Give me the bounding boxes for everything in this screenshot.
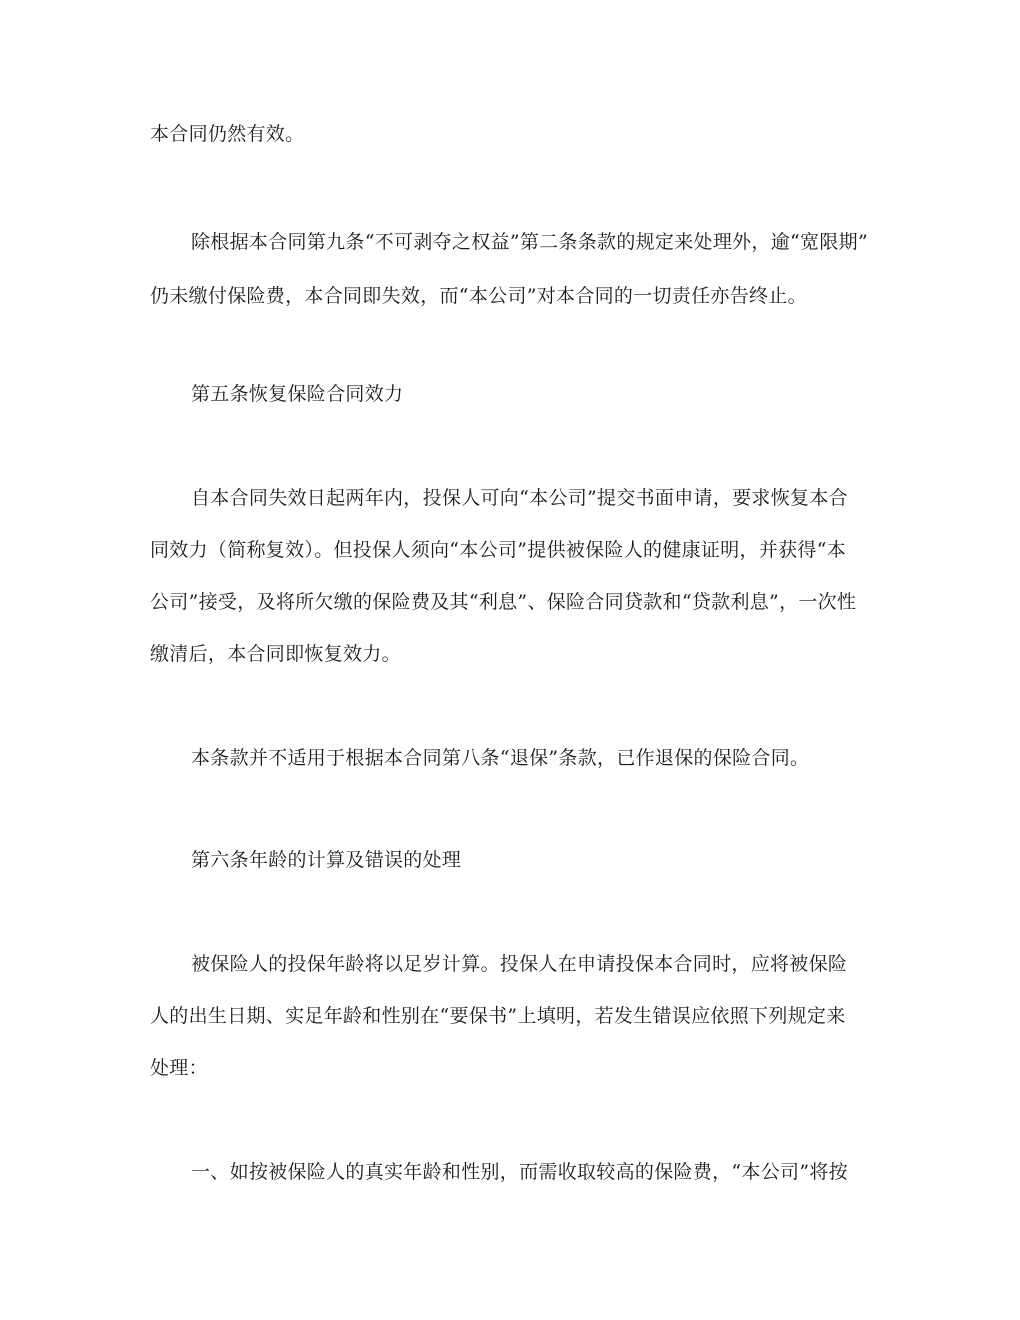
section-heading: 第六条年龄的计算及错误的处理 bbox=[191, 849, 462, 871]
text-line: 本合同仍然有效。 bbox=[150, 123, 305, 145]
text-line: 同效力（简称复效）。但投保人须向“本公司”提供被保险人的健康证明，并获得“本 bbox=[150, 539, 847, 561]
text-line: 缴清后，本合同即恢复效力。 bbox=[150, 643, 401, 665]
text-line: 一、如按被保险人的真实年龄和性别，而需收取较高的保险费，“本公司”将按 bbox=[191, 1161, 848, 1183]
section-heading: 第五条恢复保险合同效力 bbox=[191, 383, 404, 405]
text-line: 处理： bbox=[150, 1057, 208, 1079]
text-line: 仍未缴付保险费，本合同即失效，而“本公司”对本合同的一切责任亦告终止。 bbox=[150, 285, 807, 307]
text-line: 公司”接受，及将所欠缴的保险费及其“利息”、保险合同贷款和“贷款利息”，一次性 bbox=[150, 591, 857, 613]
text-line: 被保险人的投保年龄将以足岁计算。投保人在申请投保本合同时，应将被保险 bbox=[191, 953, 848, 975]
text-line: 人的出生日期、实足年龄和性别在“要保书”上填明，若发生错误应依照下列规定来 bbox=[150, 1005, 846, 1027]
text-line: 自本合同失效日起两年内，投保人可向“本公司”提交书面申请，要求恢复本合 bbox=[191, 487, 848, 509]
text-line: 除根据本合同第九条“不可剥夺之权益”第二条条款的规定来处理外，逾“宽限期” bbox=[191, 231, 868, 253]
text-line: 本条款并不适用于根据本合同第八条“退保”条款，已作退保的保险合同。 bbox=[191, 747, 810, 769]
